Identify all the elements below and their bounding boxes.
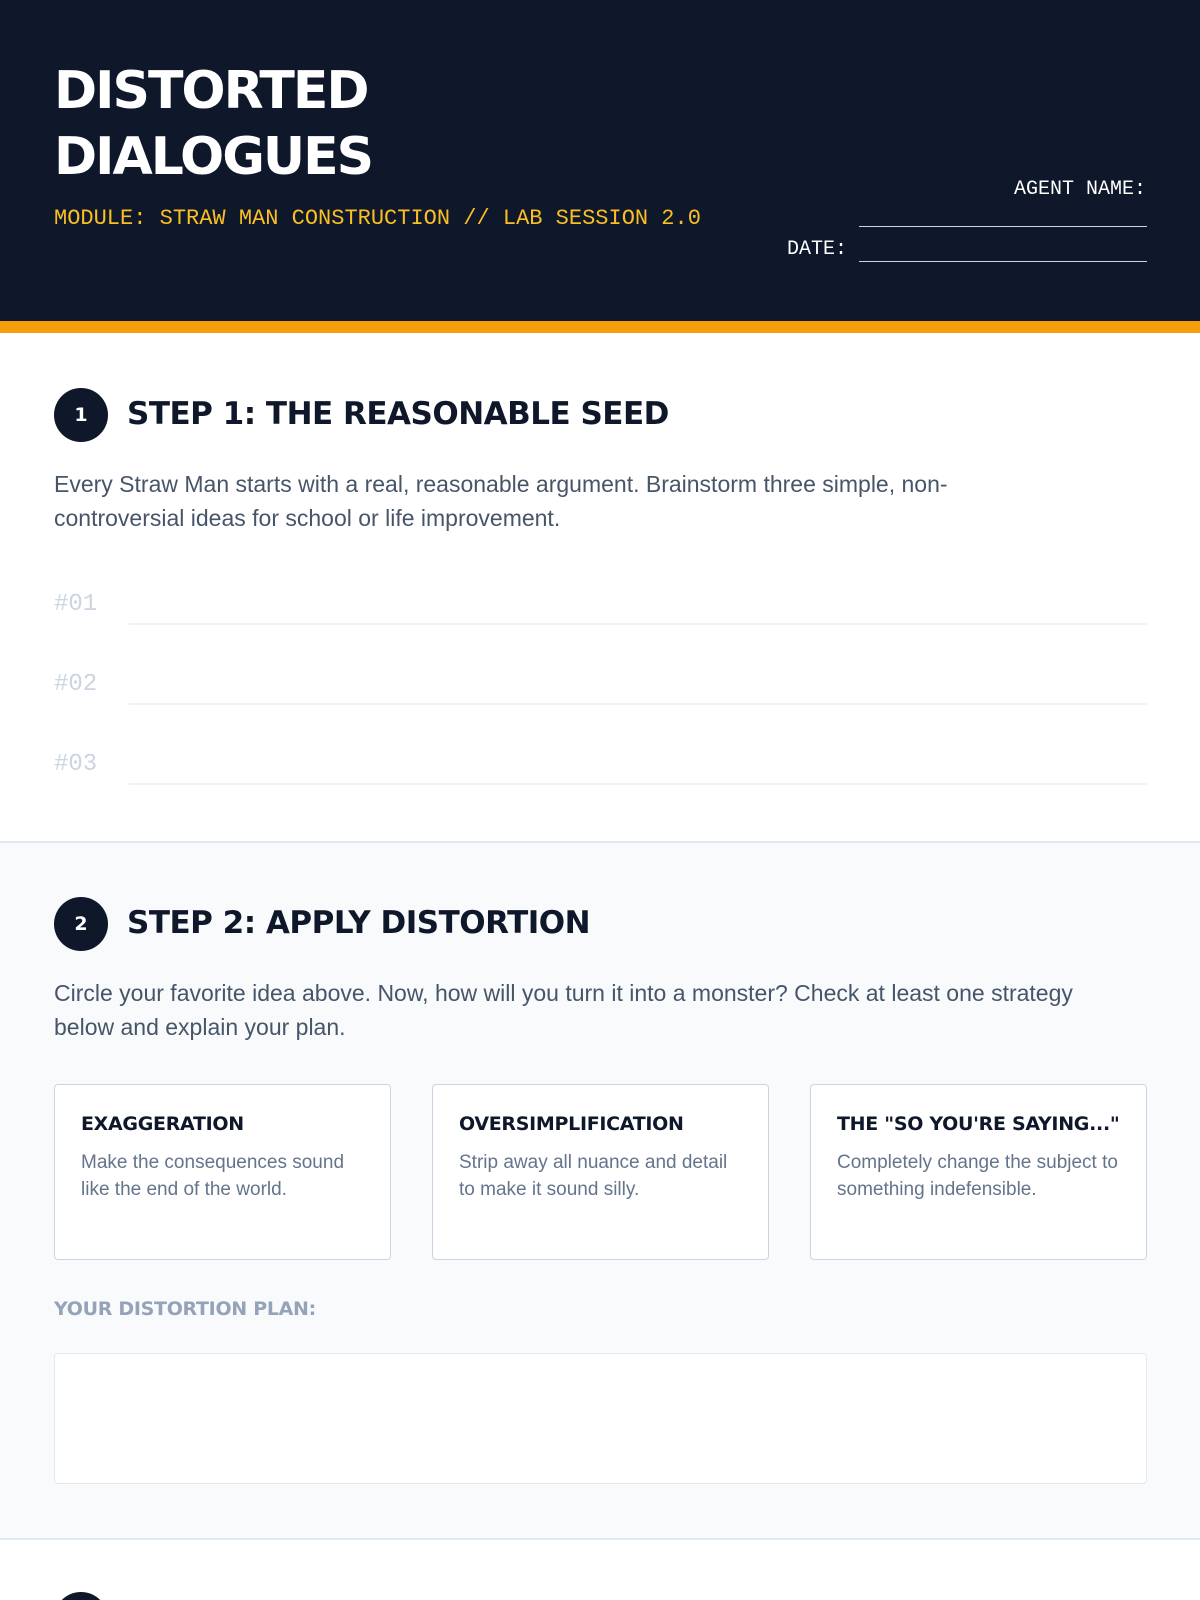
strategy-title: THE "SO YOU'RE SAYING...": [837, 1113, 1120, 1135]
step-2-badge: 2: [54, 897, 108, 951]
agent-name-label: AGENT NAME:: [1013, 178, 1146, 201]
step-1-title: STEP 1: THE REASONABLE SEED: [127, 396, 669, 432]
agent-name-field[interactable]: [859, 226, 1147, 227]
idea-number: #01: [54, 591, 98, 618]
strategy-title: OVERSIMPLIFICATION: [459, 1113, 684, 1135]
module-subtitle: MODULE: STRAW MAN CONSTRUCTION // LAB SESSION 2.0: [54, 206, 701, 231]
strategy-description: Strip away all nuance and detail to make it sound silly.: [459, 1152, 728, 1200]
idea-row: [54, 743, 1147, 803]
date-label: DATE:: [787, 238, 848, 261]
title-line-2: DIALOGUES: [54, 127, 373, 187]
strategy-title: EXAGGERATION: [81, 1113, 244, 1135]
date-field[interactable]: [859, 261, 1147, 262]
step-3-badge: [54, 1592, 108, 1600]
idea-input[interactable]: [129, 703, 1147, 705]
idea-input[interactable]: [129, 623, 1147, 625]
distortion-plan-input[interactable]: [54, 1353, 1147, 1484]
title-line-1: DISTORTED: [54, 61, 368, 121]
step-1-description: Every Straw Man starts with a real, reasonable argument. Brainstorm three simple, non-controversial ideas for school or life improvement.: [54, 471, 948, 531]
strategy-description: Make the consequences sound like the end of the world.: [81, 1152, 345, 1200]
step-2-section: [0, 841, 1200, 1540]
step-1-badge: 1: [54, 388, 108, 442]
step-2-description: Circle your favorite idea above. Now, how will you turn it into a monster? Check at least one strategy below and explain your plan.: [54, 980, 1073, 1040]
header-accent-bar: [0, 321, 1200, 333]
page-header: [0, 0, 1200, 321]
idea-number: #03: [54, 751, 98, 778]
strategy-description: Completely change the subject to something indefensible.: [837, 1152, 1118, 1200]
page-title: [54, 58, 754, 190]
idea-input[interactable]: [129, 783, 1147, 785]
strategy-card-exaggeration[interactable]: [54, 1084, 391, 1260]
distortion-plan-label: YOUR DISTORTION PLAN:: [54, 1298, 316, 1320]
idea-row: [54, 663, 1147, 723]
idea-number: #02: [54, 671, 98, 698]
idea-row: [54, 583, 1147, 643]
strategy-card-so-youre-saying[interactable]: [810, 1084, 1147, 1260]
step-2-title: STEP 2: APPLY DISTORTION: [127, 905, 591, 941]
strategy-card-oversimplification[interactable]: [432, 1084, 769, 1260]
